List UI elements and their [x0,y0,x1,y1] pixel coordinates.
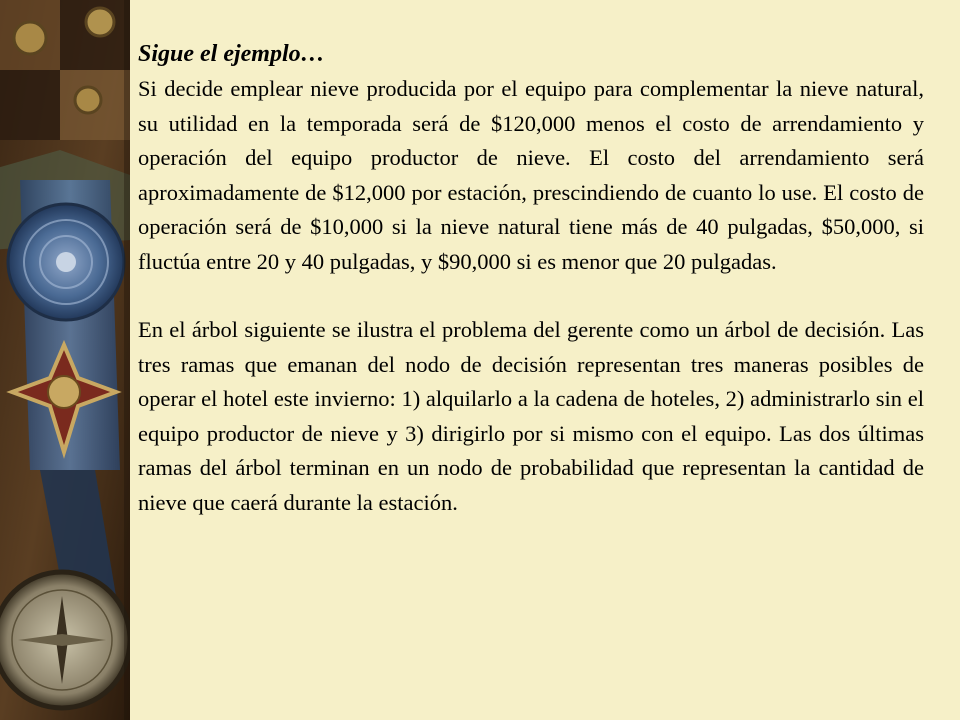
slide-title: Sigue el ejemplo… [138,41,325,67]
slide-content [138,36,924,520]
paragraph-snow-cost: Si decide emplear nieve producida por el equipo para complementar la nieve natural, su utilidad en la temporada será de $120,000 menos el costo de arrendamiento y operación del equipo productor de nieve. El costo del arrendamiento será aproximadamente de $12,000 por estación, prescindiendo de cuanto lo use. El costo de operación será de $10,000 si la nieve natural tiene más de 40 pulgadas, $50,000, si fluctúa entre 20 y 40 pulgadas, y $90,000 si es menor que 20 pulgadas. [138,76,924,274]
paragraph-decision-tree: En el árbol siguiente se ilustra el problema del gerente como un árbol de decisión. Las tres ramas que emanan del nodo de decisión representan tres maneras posibles de operar el hotel este invierno: 1) alquilarlo a la cadena de hoteles, 2) administrarlo sin el equipo productor de nieve y 3) dirigirlo por si mismo con el equipo. Las dos últimas ramas del árbol terminan en un nodo de probabilidad que representan la cantidad de nieve que caerá durante la estación. [138,317,924,515]
decorative-medal-strip [0,0,130,720]
medal-collage-illustration [0,0,130,720]
